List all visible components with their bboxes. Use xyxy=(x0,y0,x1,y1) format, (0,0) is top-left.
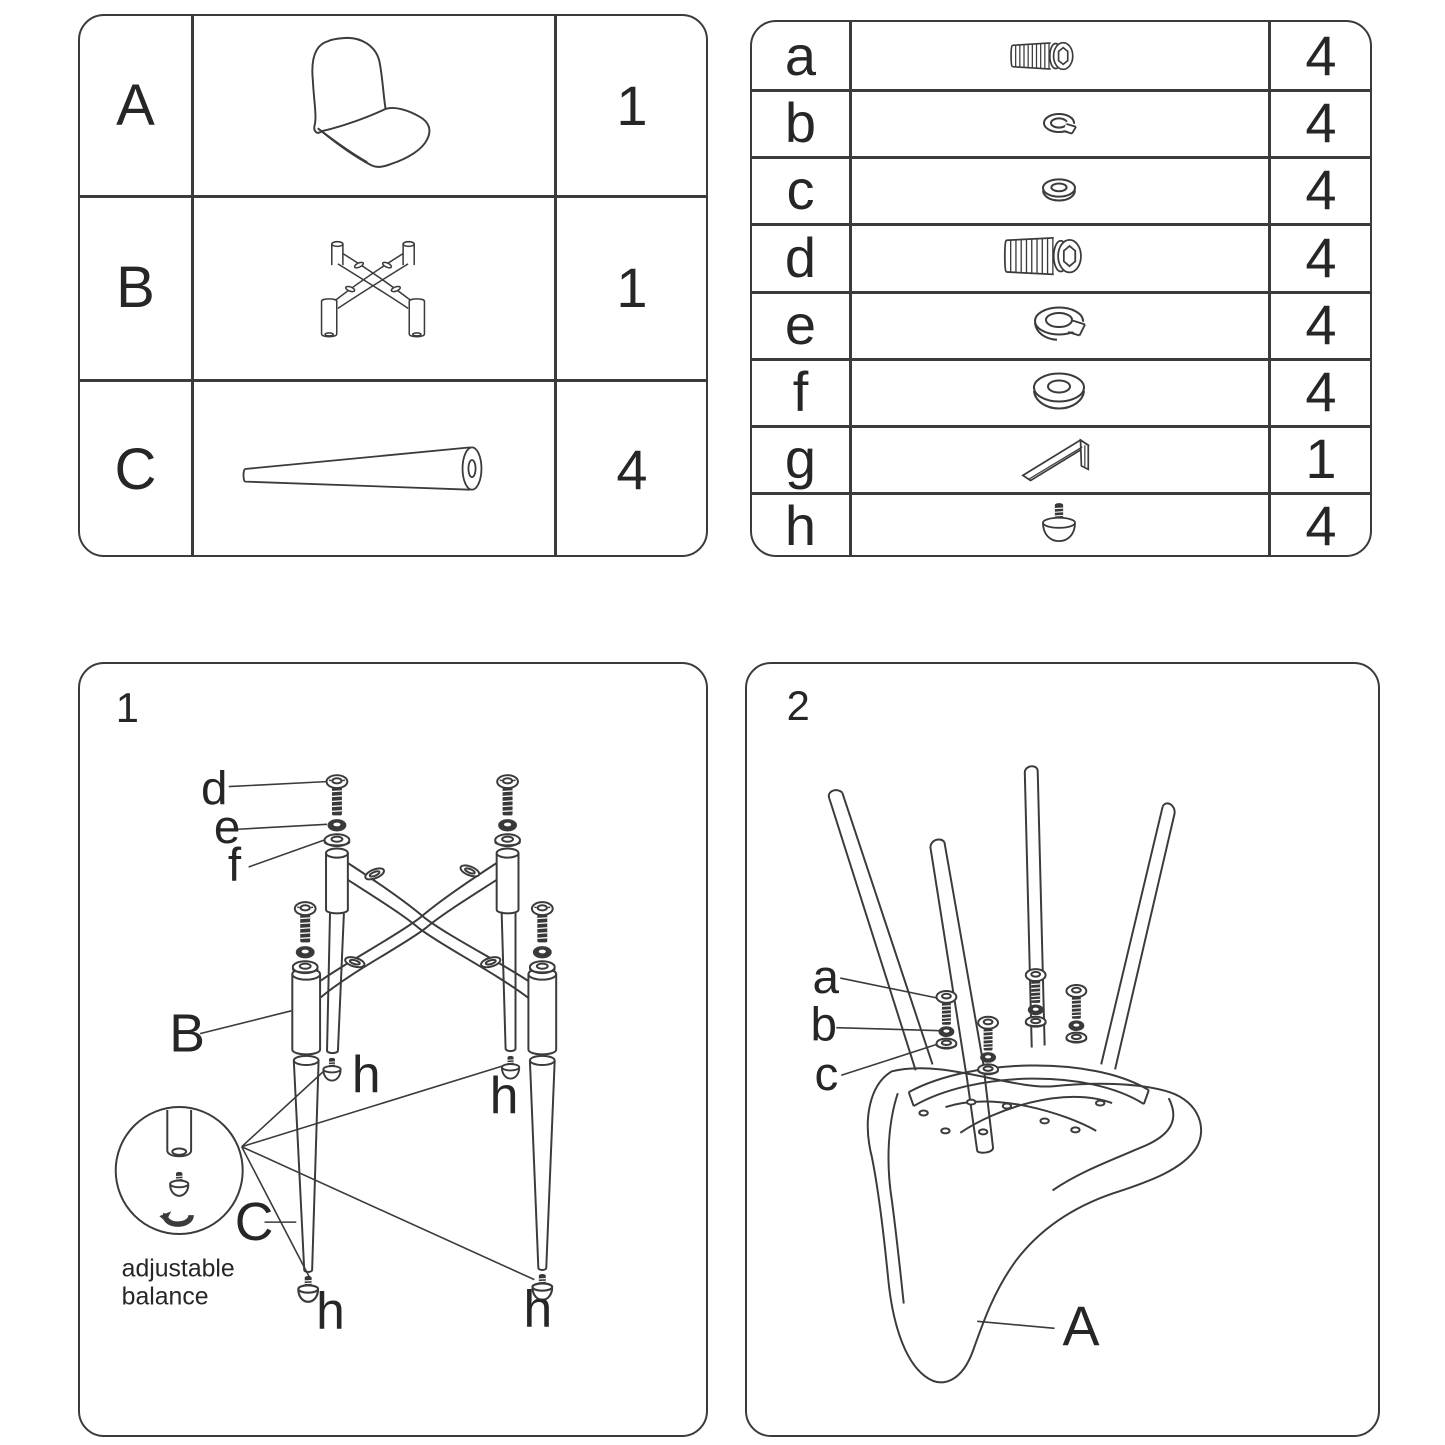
step2-diagram xyxy=(747,664,1377,1434)
step2-label-a: a xyxy=(812,950,839,1004)
hardware-label-c: c xyxy=(786,158,815,221)
allen-key-icon xyxy=(849,425,1268,492)
hardware-label-f: f xyxy=(792,360,809,423)
short-bolt-icon xyxy=(849,22,1268,89)
part-label-C: C xyxy=(114,436,157,502)
long-bolt-icon xyxy=(849,223,1268,291)
hardware-qty-b: 4 xyxy=(1305,91,1337,154)
leg-icon xyxy=(191,379,554,557)
hardware-qty-e: 4 xyxy=(1305,293,1337,356)
part-label-B: B xyxy=(116,254,155,320)
step1-diagram xyxy=(80,664,705,1434)
step1-label-h3: h xyxy=(316,1281,345,1340)
step2-number: 2 xyxy=(786,682,810,730)
step1-label-C: C xyxy=(234,1192,274,1252)
hardware-label-g: g xyxy=(784,427,817,490)
hardware-label-h: h xyxy=(784,494,817,557)
hardware-label-a: a xyxy=(784,24,817,87)
cross-base-icon xyxy=(191,195,554,379)
large-lock-washer-icon xyxy=(849,291,1268,358)
step2-label-b: b xyxy=(810,998,837,1052)
seat-shell-icon xyxy=(191,16,554,195)
part-qty-A: 1 xyxy=(616,74,648,137)
step1-panel xyxy=(78,662,708,1437)
hardware-label-d: d xyxy=(784,225,817,289)
parts-table xyxy=(78,14,708,557)
hardware-label-e: e xyxy=(784,293,817,356)
large-flat-washer-icon xyxy=(849,358,1268,425)
hardware-qty-a: 4 xyxy=(1305,24,1337,87)
hardware-qty-f: 4 xyxy=(1305,360,1337,423)
part-label-A: A xyxy=(116,73,155,138)
hardware-qty-c: 4 xyxy=(1305,158,1337,221)
small-lock-washer-icon xyxy=(849,89,1268,156)
step1-label-d: d xyxy=(201,762,228,816)
step1-label-h1: h xyxy=(351,1045,381,1104)
step1-note-line1: adjustable xyxy=(121,1255,235,1283)
part-qty-B: 1 xyxy=(616,255,648,319)
hardware-table xyxy=(750,20,1372,557)
hardware-label-b: b xyxy=(784,91,817,154)
step2-panel xyxy=(745,662,1380,1437)
hardware-qty-d: 4 xyxy=(1305,225,1337,289)
hardware-qty-h: 4 xyxy=(1305,494,1337,557)
step2-label-A: A xyxy=(1062,1295,1100,1358)
part-qty-C: 4 xyxy=(616,437,648,501)
step1-note-line2: balance xyxy=(121,1283,209,1311)
step1-label-f: f xyxy=(227,838,242,892)
small-flat-washer-icon xyxy=(849,156,1268,223)
foot-glide-icon xyxy=(849,492,1268,557)
step1-label-e: e xyxy=(213,801,241,855)
hardware-qty-g: 1 xyxy=(1305,427,1337,490)
step2-label-c: c xyxy=(814,1048,839,1102)
step1-label-h2: h xyxy=(489,1065,519,1124)
step1-number: 1 xyxy=(115,684,139,732)
step1-label-B: B xyxy=(169,1004,206,1064)
step1-label-h4: h xyxy=(523,1279,553,1338)
